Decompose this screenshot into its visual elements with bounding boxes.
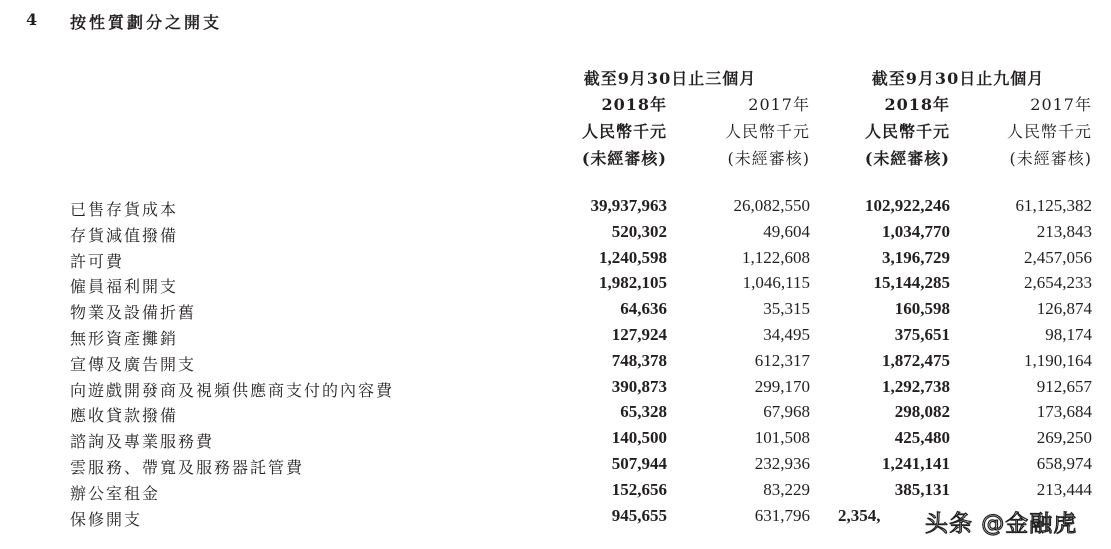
column-header-note: (未經審核) <box>727 149 810 168</box>
table-cell: 1,982,105 <box>599 273 667 293</box>
table-cell: 612,317 <box>754 350 810 370</box>
table-cell: 1,240,598 <box>599 247 667 267</box>
table-cell: 126,874 <box>1036 299 1092 319</box>
row-label: 辦公室租金 <box>70 483 161 503</box>
column-header-note: (未經審核) <box>1009 149 1092 168</box>
table-cell: 1,046,115 <box>742 273 810 293</box>
table-cell: 101,508 <box>754 428 810 448</box>
table-cell: 15,144,285 <box>873 273 950 293</box>
period-header-9m: 截至9月30日止九個月 <box>871 69 1045 88</box>
table-cell: 140,500 <box>611 428 667 448</box>
period-header-3m: 截至9月30日止三個月 <box>583 69 757 88</box>
column-header-year: 2018年 <box>884 95 950 114</box>
row-label: 宣傳及廣告開支 <box>70 354 197 374</box>
row-label: 已售存貨成本 <box>70 200 179 219</box>
table-cell: 64,636 <box>620 299 667 319</box>
table-cell: 67,968 <box>763 402 810 422</box>
table-cell: 1,241,141 <box>882 454 950 473</box>
row-label: 物業及設備折舊 <box>70 303 197 323</box>
row-label: 無形資產攤銷 <box>70 329 179 348</box>
table-cell: 49,604 <box>763 221 810 241</box>
table-cell: 83,229 <box>763 479 810 499</box>
column-header-unit: 人民幣千元 <box>864 122 950 141</box>
table-cell: 2,354, <box>838 505 881 525</box>
row-label: 保修開支 <box>70 509 143 529</box>
column-header-year: 2017年 <box>1030 95 1092 114</box>
table-cell: 39,937,963 <box>590 196 667 215</box>
table-cell: 390,873 <box>611 376 667 396</box>
table-cell: 98,174 <box>1045 325 1092 344</box>
table-cell: 299,170 <box>754 376 810 396</box>
table-cell: 3,196,729 <box>882 247 950 267</box>
table-cell: 375,651 <box>894 325 950 344</box>
column-header-year: 2018年 <box>601 95 667 114</box>
table-cell: 1,190,164 <box>1024 350 1092 370</box>
table-cell: 631,796 <box>754 505 810 525</box>
table-cell: 425,480 <box>894 428 950 448</box>
section-number: 4 <box>26 10 38 29</box>
table-cell: 26,082,550 <box>733 196 810 215</box>
row-label: 應收貸款撥備 <box>70 406 179 426</box>
column-header-year: 2017年 <box>748 95 810 114</box>
table-cell: 173,684 <box>1036 402 1092 422</box>
table-cell: 232,936 <box>754 454 810 473</box>
table-cell: 1,872,475 <box>882 350 950 370</box>
column-header-note: (未經審核) <box>581 149 667 168</box>
table-cell: 912,657 <box>1036 376 1092 396</box>
table-cell: 152,656 <box>611 479 667 499</box>
table-cell: 65,328 <box>620 402 667 422</box>
table-cell: 34,495 <box>763 325 810 344</box>
table-cell: 748,378 <box>611 350 667 370</box>
table-cell: 1,292,738 <box>882 376 950 396</box>
row-label: 諮詢及專業服務費 <box>70 432 215 452</box>
column-header-unit: 人民幣千元 <box>1006 122 1092 141</box>
row-label: 許可費 <box>70 251 125 271</box>
row-label: 存貨減值撥備 <box>70 225 179 245</box>
section-title: 按性質劃分之開支 <box>70 13 223 32</box>
table-cell: 102,922,246 <box>865 196 950 215</box>
table-cell: 1,122,608 <box>742 247 810 267</box>
table-cell: 298,082 <box>894 402 950 422</box>
table-cell: 658,974 <box>1036 454 1092 473</box>
table-cell: 35,315 <box>763 299 810 319</box>
column-header-unit: 人民幣千元 <box>581 122 667 141</box>
table-cell: 2,654,233 <box>1024 273 1092 293</box>
row-label: 向遊戲開發商及視頻供應商支付的內容費 <box>70 380 395 400</box>
table-cell: 385,131 <box>894 479 950 499</box>
table-cell: 1,034,770 <box>882 221 950 241</box>
table-cell: 945,655 <box>611 505 667 525</box>
table-cell: 160,598 <box>894 299 950 319</box>
table-cell: 2,457,056 <box>1024 247 1092 267</box>
table-cell: 269,250 <box>1036 428 1092 448</box>
column-header-unit: 人民幣千元 <box>724 122 810 141</box>
table-cell: 61,125,382 <box>1015 196 1092 215</box>
table-cell: 520,302 <box>611 221 667 241</box>
row-label: 僱員福利開支 <box>70 277 179 297</box>
table-cell: 127,924 <box>611 325 667 344</box>
table-cell: 507,944 <box>611 454 667 473</box>
column-header-note: (未經審核) <box>864 149 950 168</box>
table-cell: 213,444 <box>1036 479 1092 499</box>
watermark: 头条 @金融虎 <box>925 511 1078 537</box>
table-cell: 213,843 <box>1036 221 1092 241</box>
row-label: 雲服務、帶寬及服務器託管費 <box>70 458 305 477</box>
